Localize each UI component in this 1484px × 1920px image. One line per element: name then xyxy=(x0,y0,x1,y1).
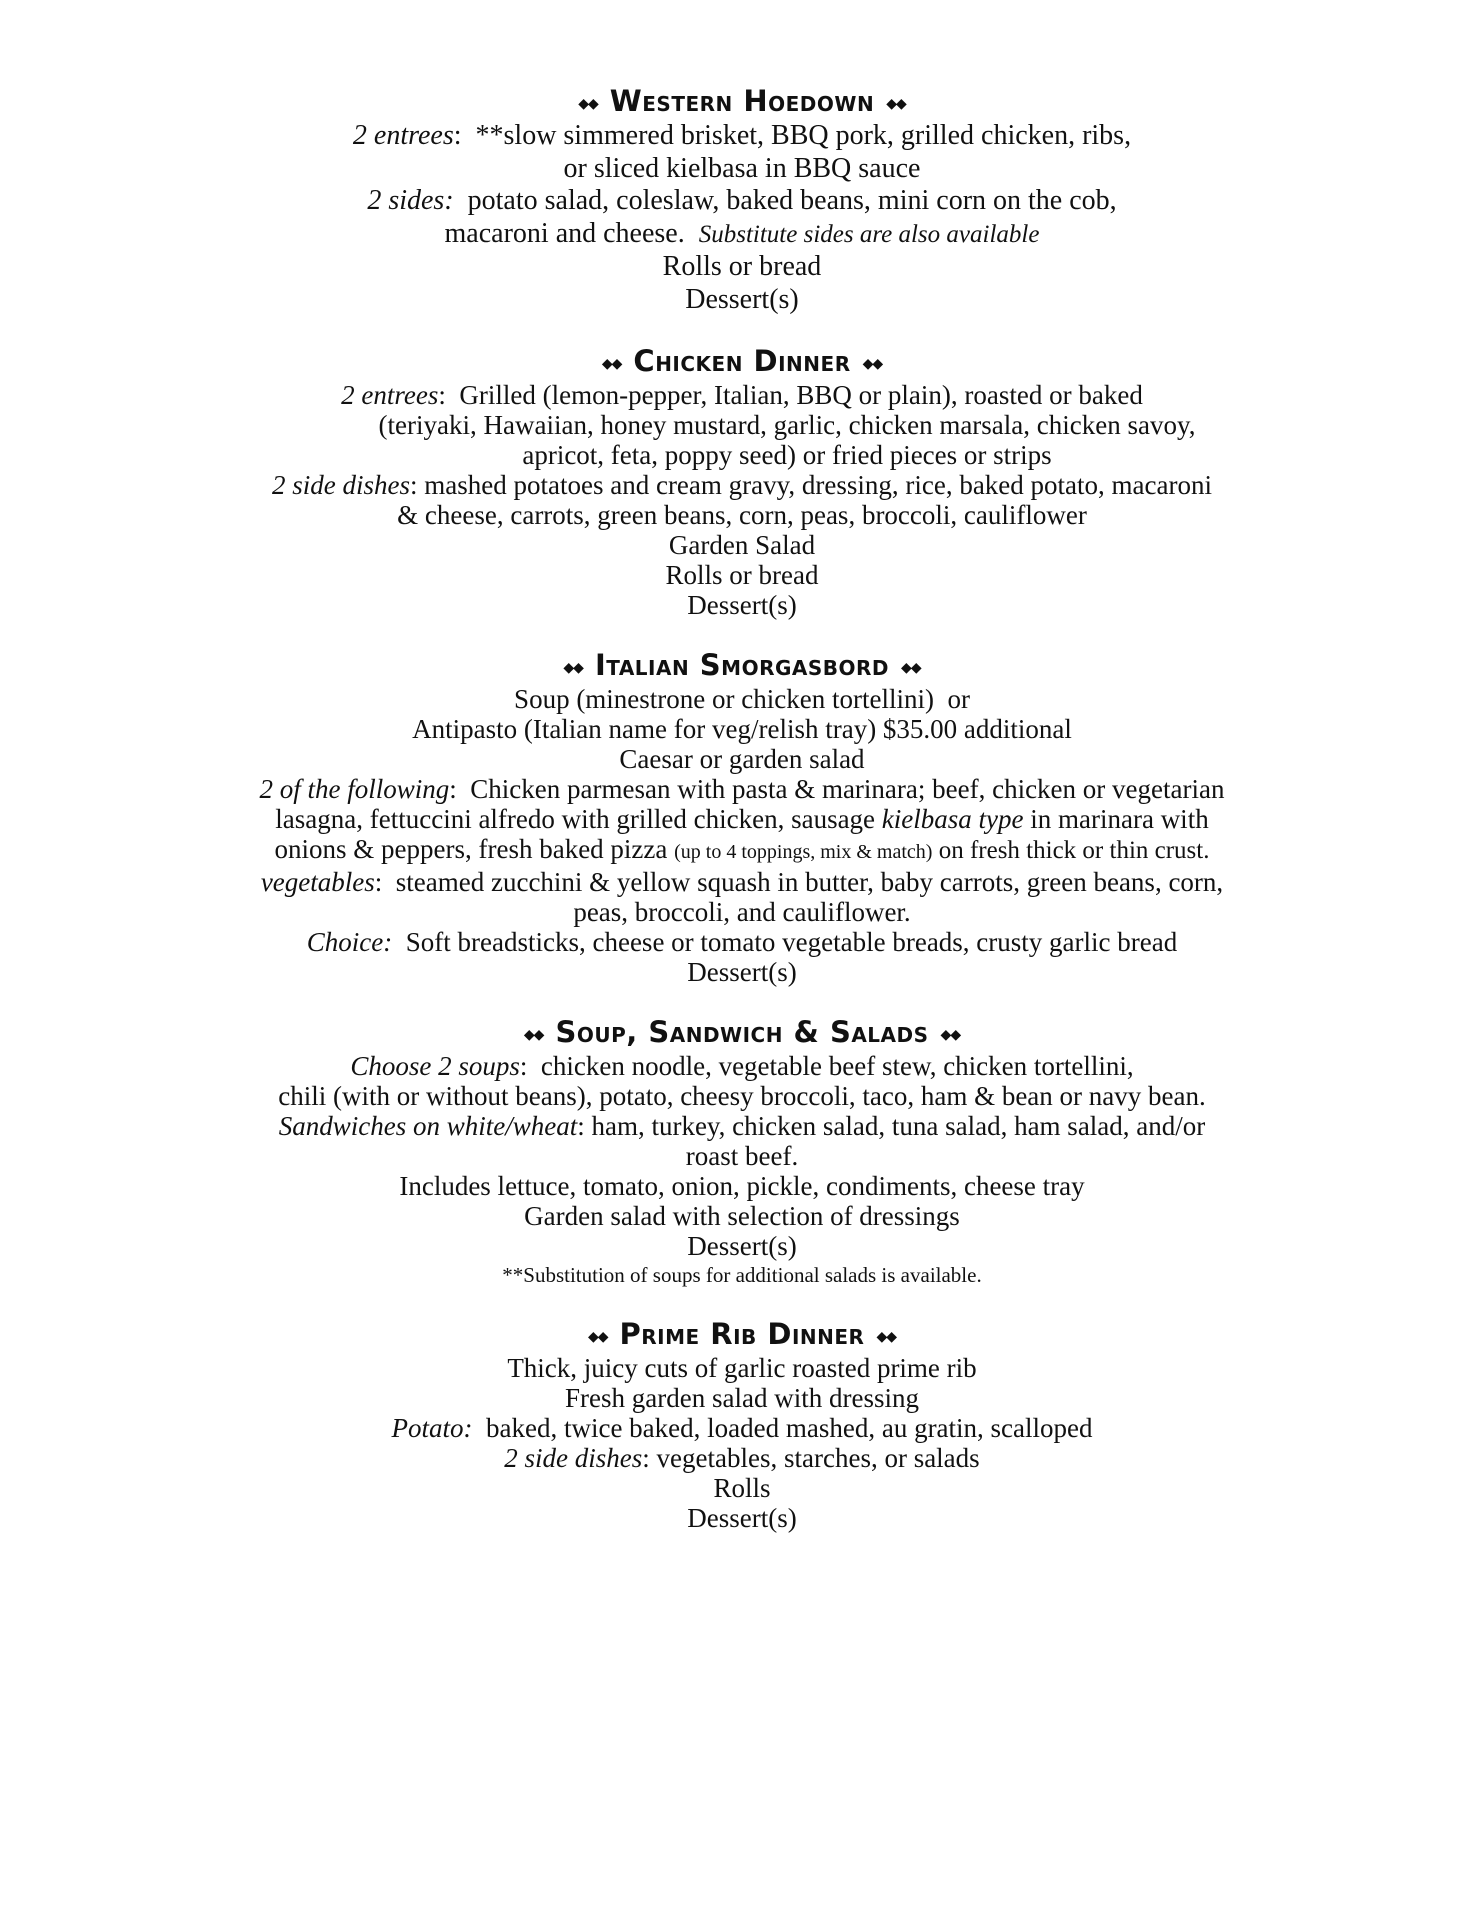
line-label: 2 sides: xyxy=(367,185,454,216)
menu-line: Dessert(s) xyxy=(687,957,797,987)
line-text: : chicken noodle, vegetable beef stew, chicken tortellini, xyxy=(519,1051,1134,1081)
section-title-text: Soup, Sandwich & Salads xyxy=(555,1015,929,1049)
line-label: Potato: xyxy=(391,1413,473,1443)
menu-line: (teriyaki, Hawaiian, honey mustard, garlic, chicken marsala, chicken savoy, xyxy=(378,410,1196,440)
menu-line: Thick, juicy cuts of garlic roasted prime rib xyxy=(507,1353,977,1383)
section-title-text: Western Hoedown xyxy=(609,84,875,118)
menu-line: Dessert(s) xyxy=(687,1231,797,1261)
menu-line xyxy=(0,380,1484,410)
menu-line: Dessert(s) xyxy=(687,1503,797,1533)
line-text: lasagna, fettuccini alfredo with grilled chicken, sausage xyxy=(275,804,882,834)
menu-line: Dessert(s) xyxy=(687,590,797,620)
line-note: Substitute sides are also available xyxy=(698,220,1040,248)
line-label: Choice: xyxy=(306,927,393,957)
section-title xyxy=(0,82,1484,120)
line-text: : steamed zucchini & yellow squash in butter, baby carrots, green beans, corn, xyxy=(374,867,1224,897)
menu-line: Dessert(s) xyxy=(685,283,799,315)
menu-line xyxy=(0,804,1484,834)
menu-line: Rolls or bread xyxy=(665,560,819,590)
line-text: : Chicken parmesan with pasta & marinara; beef, chicken or vegetarian xyxy=(449,774,1225,804)
section-title xyxy=(0,1013,1484,1051)
diamond-icon: ◆◆ xyxy=(886,96,906,112)
section-title-text: Chicken Dinner xyxy=(633,344,851,378)
line-label: Choose 2 soups xyxy=(350,1051,520,1081)
line-text: : Grilled (lemon-pepper, Italian, BBQ or plain), roasted or baked xyxy=(438,380,1143,410)
section-title-text: Prime Rib Dinner xyxy=(619,1317,865,1351)
line-emphasis: kielbasa type xyxy=(881,804,1024,834)
diamond-icon: ◆◆ xyxy=(578,96,598,112)
diamond-icon: ◆◆ xyxy=(940,1027,961,1043)
menu-line: Caesar or garden salad xyxy=(619,744,865,774)
section-title-text: Italian Smorgasbord xyxy=(594,648,890,682)
section-soup-sandwich-salads xyxy=(0,1013,1484,1289)
diamond-icon: ◆◆ xyxy=(587,1329,608,1345)
menu-line xyxy=(0,927,1484,957)
diamond-icon: ◆◆ xyxy=(862,356,883,372)
line-note: (up to 4 toppings, mix & match) xyxy=(674,841,933,863)
menu-line xyxy=(0,185,1484,218)
line-text: in marinara with xyxy=(1023,804,1209,834)
section-italian-smorgasbord xyxy=(0,646,1484,987)
line-text: baked, twice baked, loaded mashed, au gratin, scalloped xyxy=(472,1413,1093,1443)
section-western-hoedown xyxy=(0,82,1484,316)
section-chicken-dinner xyxy=(0,342,1484,620)
line-label: 2 entrees xyxy=(352,120,454,151)
menu-line: & cheese, carrots, green beans, corn, peas, broccoli, cauliflower xyxy=(397,500,1087,530)
menu-line xyxy=(0,1413,1484,1443)
section-title xyxy=(0,342,1484,380)
menu-line xyxy=(0,218,1484,252)
line-text: : **slow simmered brisket, BBQ pork, grilled chicken, ribs, xyxy=(453,120,1132,151)
line-text: macaroni and cheese. xyxy=(444,217,699,249)
section-title xyxy=(0,1315,1484,1353)
line-text: : mashed potatoes and cream gravy, dressing, rice, baked potato, macaroni xyxy=(410,470,1212,500)
line-text: potato salad, coleslaw, baked beans, mini corn on the cob, xyxy=(453,185,1117,216)
menu-line: chili (with or without beans), potato, cheesy broccoli, taco, ham & bean or navy bean. xyxy=(278,1081,1206,1111)
menu-line: Garden salad with selection of dressings xyxy=(524,1201,960,1231)
menu-line xyxy=(0,120,1484,153)
menu-line xyxy=(0,834,1484,867)
menu-line: Soup (minestrone or chicken tortellini) or xyxy=(514,684,970,714)
menu-page xyxy=(0,82,1484,1559)
diamond-icon: ◆◆ xyxy=(523,1027,544,1043)
diamond-icon: ◆◆ xyxy=(901,660,921,676)
line-label: 2 of the following xyxy=(259,774,450,804)
line-text: : vegetables, starches, or salads xyxy=(642,1443,980,1473)
menu-line: peas, broccoli, and cauliflower. xyxy=(573,897,911,927)
menu-line: Rolls or bread xyxy=(662,251,822,282)
line-label: 2 entrees xyxy=(341,380,439,410)
menu-line: apricot, feta, poppy seed) or fried pieces or strips xyxy=(522,440,1052,470)
menu-line: or sliced kielbasa in BBQ sauce xyxy=(563,152,921,184)
menu-line xyxy=(0,470,1484,500)
diamond-icon: ◆◆ xyxy=(563,660,583,676)
menu-footnote: **Substitution of soups for additional salads is available. xyxy=(502,1263,982,1287)
line-label: Sandwiches on white/wheat xyxy=(278,1111,578,1141)
menu-line: roast beef. xyxy=(685,1141,799,1171)
menu-line xyxy=(0,867,1484,897)
section-prime-rib-dinner xyxy=(0,1315,1484,1533)
menu-line xyxy=(0,774,1484,804)
diamond-icon: ◆◆ xyxy=(876,1329,896,1345)
menu-line: Fresh garden salad with dressing xyxy=(565,1383,919,1413)
menu-line: Antipasto (Italian name for veg/relish tray) $35.00 additional xyxy=(412,714,1072,744)
menu-line xyxy=(0,1111,1484,1141)
line-text: Soft breadsticks, cheese or tomato vegetable breads, crusty garlic bread xyxy=(392,927,1178,957)
diamond-icon: ◆◆ xyxy=(601,356,622,372)
line-label: vegetables xyxy=(260,867,375,897)
line-text: on fresh thick or thin crust. xyxy=(932,837,1210,864)
line-text: onions & peppers, fresh baked pizza xyxy=(274,834,675,864)
line-label: 2 side dishes xyxy=(272,470,411,500)
section-title xyxy=(0,646,1484,684)
line-label: 2 side dishes xyxy=(504,1443,643,1473)
menu-line: Rolls xyxy=(713,1473,771,1503)
menu-line: Garden Salad xyxy=(668,530,816,560)
menu-line xyxy=(0,1443,1484,1473)
menu-line xyxy=(0,1051,1484,1081)
menu-line: Includes lettuce, tomato, onion, pickle, condiments, cheese tray xyxy=(399,1171,1085,1201)
line-text: : ham, turkey, chicken salad, tuna salad, ham salad, and/or xyxy=(577,1111,1206,1141)
